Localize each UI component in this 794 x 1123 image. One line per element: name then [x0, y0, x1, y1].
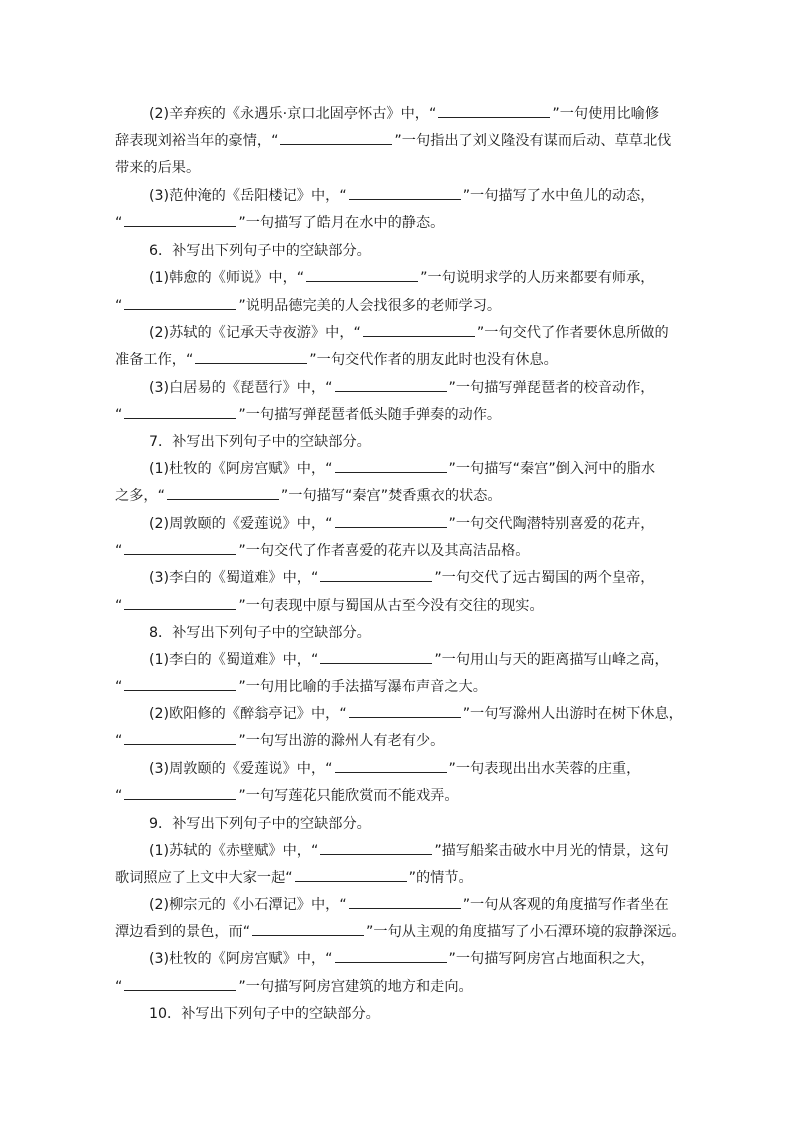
text-line	[149, 459, 655, 479]
line-text-after: ”一句描写“秦宫”焚香熏衣的状态。	[280, 488, 502, 504]
line-text-after: ”一句使用比喻修	[552, 106, 660, 122]
line-text: (3)范仲淹的《岳阳楼记》中，“	[149, 188, 347, 204]
answer-blank[interactable]	[124, 541, 236, 555]
text-line	[149, 186, 655, 206]
line-text: (1)苏轼的《赤壁赋》中，“	[149, 843, 319, 859]
line-text-after: ”一句交代作者的朋友此时也没有休息。	[309, 352, 558, 368]
line-text: 带来的后果。	[115, 160, 201, 176]
line-text: 之多，“	[115, 488, 165, 504]
text-line	[115, 596, 544, 616]
line-text: 7．补写出下列句子中的空缺部分。	[149, 434, 371, 450]
line-text-after: ”一句写滁州人出游时在树下休息，	[462, 706, 683, 722]
answer-blank[interactable]	[252, 922, 364, 936]
line-text: (1)韩愈的《师说》中，“	[149, 270, 305, 286]
text-line	[149, 759, 640, 779]
answer-blank[interactable]	[349, 895, 461, 909]
line-text: (3)周敦颐的《爱莲说》中，“	[149, 761, 333, 777]
text-line	[115, 131, 671, 151]
line-text: (2)柳宗元的《小石潭记》中，“	[149, 897, 347, 913]
line-text-after: ”一句交代了远古蜀国的两个皇帝，	[434, 570, 655, 586]
answer-blank[interactable]	[306, 268, 418, 282]
line-text-after: ”一句交代了作者喜爱的花卉以及其高洁品格。	[238, 543, 530, 559]
line-text: (3)杜牧的《阿房宫赋》中，“	[149, 951, 333, 967]
line-text-after: ”一句表现中原与蜀国从古至今没有交往的现实。	[238, 598, 544, 614]
answer-blank[interactable]	[124, 405, 236, 419]
line-text: “	[115, 543, 123, 559]
line-text: (3)白居易的《琵琶行》中，“	[149, 380, 333, 396]
answer-blank[interactable]	[335, 759, 447, 773]
line-text-after: ”一句用比喻的手法描写瀑布声音之大。	[238, 679, 487, 695]
line-text: (2)周敦颐的《爱莲说》中，“	[149, 516, 333, 532]
answer-blank[interactable]	[335, 949, 447, 963]
line-text-after: ”说明品德完美的人会找很多的老师学习。	[238, 298, 502, 314]
text-line	[149, 323, 669, 343]
answer-blank[interactable]	[349, 186, 461, 200]
text-line	[115, 677, 487, 697]
text-line	[115, 731, 444, 751]
text-line	[149, 949, 655, 969]
text-line	[115, 541, 529, 561]
text-line	[115, 350, 558, 370]
line-text-after: ”一句写出游的滁州人有老有少。	[238, 733, 445, 749]
answer-blank[interactable]	[124, 677, 236, 691]
answer-blank[interactable]	[363, 323, 475, 337]
text-line	[115, 486, 502, 506]
text-line	[115, 158, 200, 178]
line-text-after: ”一句描写了水中鱼儿的动态，	[462, 188, 655, 204]
line-text: “	[115, 298, 123, 314]
line-text-after: ”一句描写阿房宫建筑的地方和走向。	[238, 979, 473, 995]
line-text-after: ”一句交代了作者要休息所做的	[476, 325, 669, 341]
line-text: “	[115, 407, 123, 423]
line-text-after: ”一句从主观的角度描写了小石潭环境的寂静深远。	[366, 924, 686, 940]
text-line	[115, 786, 459, 806]
line-text: “	[115, 979, 123, 995]
text-line	[115, 213, 444, 233]
line-text: 歌词照应了上文中大家一起“	[115, 870, 293, 886]
text-line	[149, 268, 655, 288]
answer-blank[interactable]	[124, 731, 236, 745]
answer-blank[interactable]	[320, 568, 432, 582]
line-text: 8．补写出下列句子中的空缺部分。	[149, 625, 371, 641]
line-text-after: ”一句表现出出水芙蓉的庄重，	[448, 761, 641, 777]
text-line	[149, 814, 371, 834]
line-text-after: ”一句交代陶潜特别喜爱的花卉，	[448, 516, 655, 532]
answer-blank[interactable]	[124, 213, 236, 227]
line-text: 潭边看到的景色，而“	[115, 924, 251, 940]
line-text: 9．补写出下列句子中的空缺部分。	[149, 816, 371, 832]
line-text-after: ”一句描写弹琵琶者的校音动作，	[448, 380, 655, 396]
text-line	[149, 104, 659, 124]
text-line	[149, 704, 683, 724]
text-line	[115, 405, 501, 425]
line-text-after: ”一句指出了刘义隆没有谋而后动、草草北伐	[394, 133, 672, 149]
text-line	[149, 514, 655, 534]
text-line	[149, 650, 669, 670]
text-line	[115, 922, 686, 942]
text-line	[149, 241, 371, 261]
line-text: “	[115, 733, 123, 749]
line-text: (2)苏轼的《记承天寺夜游》中，“	[149, 325, 361, 341]
line-text: (3)李白的《蜀道难》中，“	[149, 570, 319, 586]
line-text: “	[115, 215, 123, 231]
line-text-after: ”描写船桨击破水中月光的情景，这句	[434, 843, 669, 859]
line-text: 辞表现刘裕当年的豪情，“	[115, 133, 279, 149]
text-line	[149, 623, 371, 643]
text-line	[149, 432, 371, 452]
text-line	[115, 977, 473, 997]
answer-blank[interactable]	[320, 650, 432, 664]
answer-blank[interactable]	[124, 786, 236, 800]
line-text: (1)杜牧的《阿房宫赋》中，“	[149, 461, 333, 477]
text-line	[149, 895, 669, 915]
line-text: (1)李白的《蜀道难》中，“	[149, 652, 319, 668]
answer-blank[interactable]	[124, 596, 236, 610]
answer-blank[interactable]	[124, 296, 236, 310]
answer-blank[interactable]	[124, 977, 236, 991]
line-text-after: ”一句从客观的角度描写作者坐在	[462, 897, 669, 913]
line-text: “	[115, 788, 123, 804]
line-text-after: ”的情节。	[408, 870, 473, 886]
text-line	[149, 378, 655, 398]
line-text-after: ”一句描写弹琵琶者低头随手弹奏的动作。	[238, 407, 502, 423]
line-text: 准备工作，“	[115, 352, 194, 368]
answer-blank[interactable]	[335, 459, 447, 473]
line-text-after: ”一句用山与天的距离描写山峰之高，	[434, 652, 669, 668]
answer-blank[interactable]	[335, 378, 447, 392]
line-text: 10．补写出下列句子中的空缺部分。	[149, 1006, 380, 1022]
line-text-after: ”一句描写阿房宫占地面积之大，	[448, 951, 655, 967]
answer-blank[interactable]	[295, 868, 407, 882]
answer-blank[interactable]	[195, 350, 307, 364]
answer-blank[interactable]	[167, 486, 279, 500]
answer-blank[interactable]	[320, 841, 432, 855]
line-text-after: ”一句说明求学的人历来都要有师承，	[420, 270, 655, 286]
line-text: “	[115, 598, 123, 614]
answer-blank[interactable]	[438, 104, 550, 118]
answer-blank[interactable]	[335, 514, 447, 528]
text-line	[149, 568, 655, 588]
line-text: “	[115, 679, 123, 695]
line-text: (2)欧阳修的《醉翁亭记》中，“	[149, 706, 347, 722]
text-line	[149, 841, 669, 861]
answer-blank[interactable]	[280, 131, 392, 145]
text-line	[115, 868, 473, 888]
line-text-after: ”一句描写了皓月在水中的静态。	[238, 215, 445, 231]
line-text-after: ”一句描写“秦宫”倒入河中的脂水	[448, 461, 656, 477]
text-line	[149, 1004, 380, 1024]
answer-blank[interactable]	[349, 704, 461, 718]
text-line	[115, 296, 501, 316]
line-text-after: ”一句写莲花只能欣赏而不能戏弄。	[238, 788, 459, 804]
line-text: 6．补写出下列句子中的空缺部分。	[149, 243, 371, 259]
line-text: (2)辛弃疾的《永遇乐·京口北固亭怀古》中，“	[149, 106, 437, 122]
